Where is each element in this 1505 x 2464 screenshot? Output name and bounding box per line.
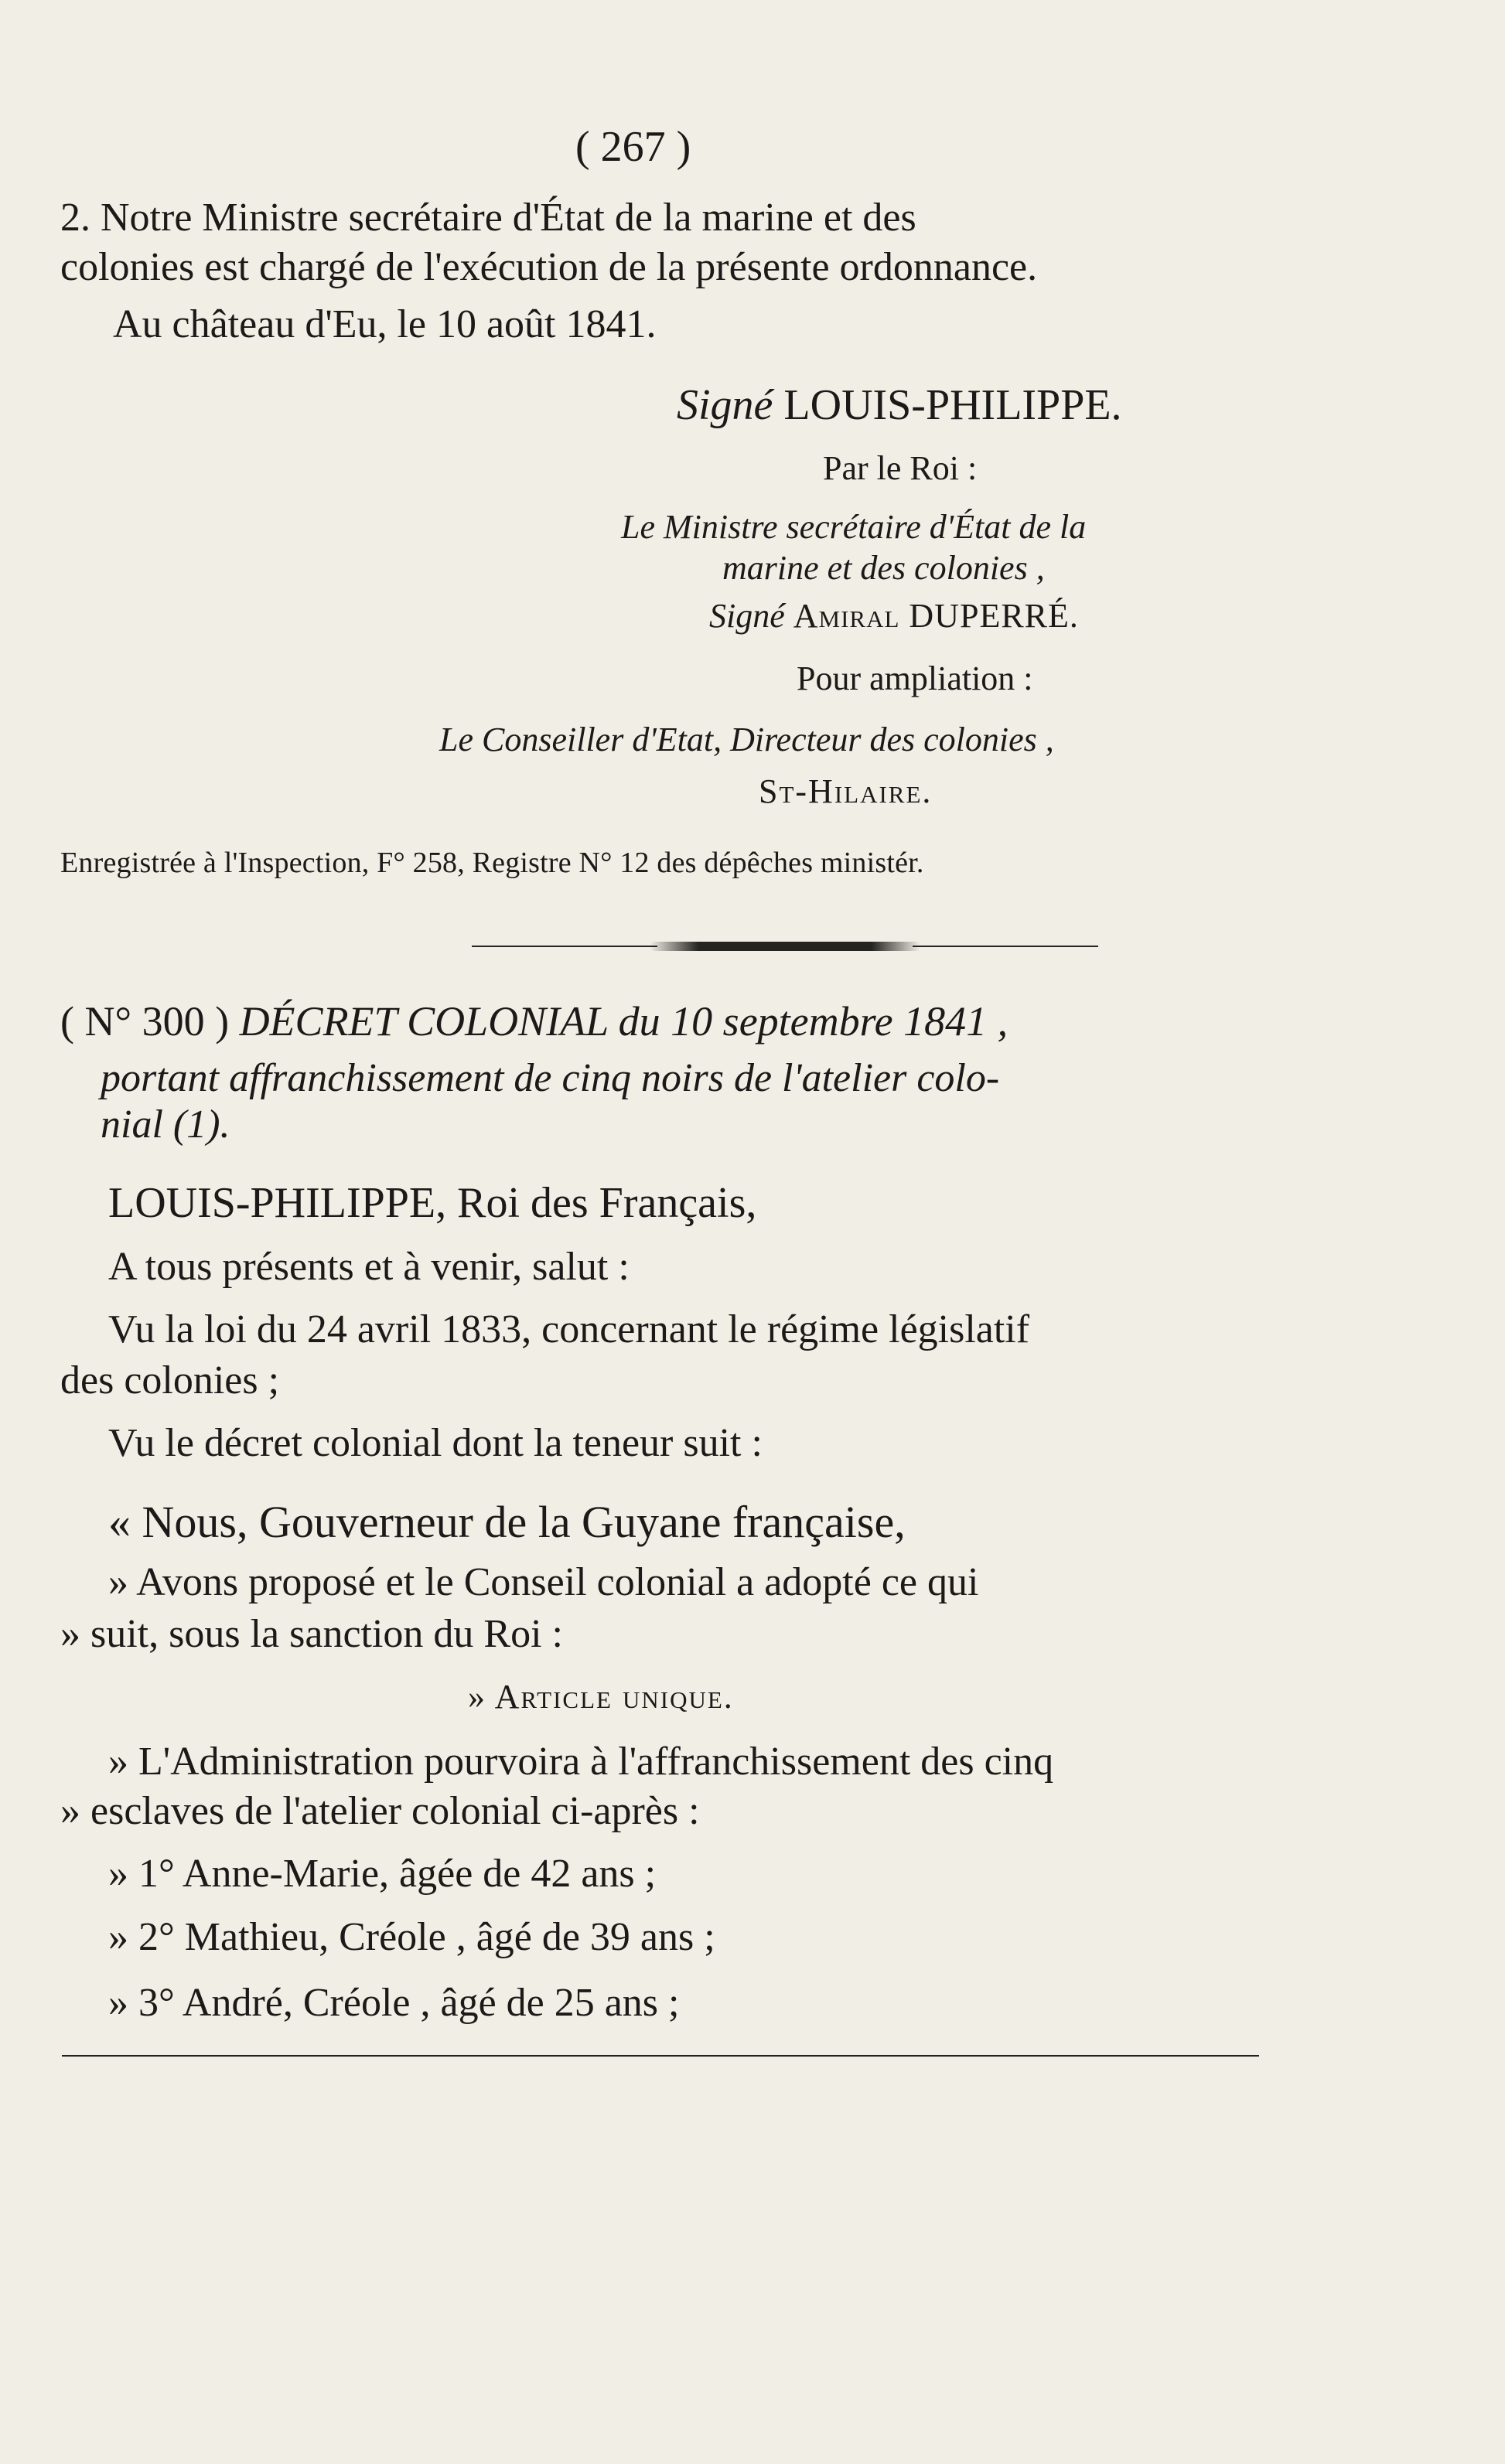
ornament-center-rule (650, 942, 920, 951)
minister-line-1: Le Ministre secrétaire d'État de la (621, 508, 1087, 546)
decree-heading-line-1 (60, 998, 1008, 1045)
signature-prefix: Signé (677, 381, 773, 429)
minister-signature-prefix: Signé (709, 597, 785, 635)
councillor-line: Le Conseiller d'Etat, Directeur des colonies , (439, 721, 1054, 758)
ornament-right-rule (913, 946, 1098, 947)
signature-line-1 (677, 383, 1122, 427)
paragraph-line-1: 2. Notre Ministre secrétaire d'État de la marine et des (60, 196, 916, 240)
paragraph-line-3: Au château d'Eu, le 10 août 1841. (113, 302, 657, 346)
slave-item-3: » 3° André, Créole , âgé de 25 ans ; (108, 1981, 680, 2025)
king-title: LOUIS-PHILIPPE, Roi des Français, (108, 1179, 757, 1227)
salutation: A tous présents et à venir, salut : (108, 1245, 630, 1289)
decree-reference: Vu le décret colonial dont la teneur suit : (108, 1421, 763, 1465)
registration-note: Enregistrée à l'Inspection, F° 258, Registre N° 12 des dépêches ministér. (60, 847, 924, 879)
section-ornament (472, 940, 1098, 953)
signature-name: LOUIS-PHILIPPE. (783, 381, 1122, 429)
law-reference-line-1: Vu la loi du 24 avril 1833, concernant le régime législatif (108, 1307, 1030, 1351)
decree-heading-line-2: portant affranchissement de cinq noirs de l'atelier colo- (101, 1056, 1000, 1100)
administration-line-1: » L'Administration pourvoira à l'affranchissement des cinq (108, 1740, 1054, 1784)
minister-signature (709, 599, 1079, 633)
law-reference-line-2: des colonies ; (60, 1358, 280, 1402)
decree-heading-line-3: nial (1). (101, 1102, 230, 1147)
slave-item-2: » 2° Mathieu, Créole , âgé de 39 ans ; (108, 1915, 715, 1959)
minister-line-2: marine et des colonies , (722, 549, 1045, 587)
footnote-divider (62, 2055, 1259, 2057)
minister-signature-name: Amiral DUPERRÉ. (793, 597, 1079, 635)
slave-item-1: » 1° Anne-Marie, âgée de 42 ans ; (108, 1852, 657, 1896)
ampliation: Pour ampliation : (797, 659, 1033, 697)
by-the-king: Par le Roi : (823, 449, 978, 487)
decree-number: ( N° 300 ) (60, 998, 230, 1045)
administration-line-2: » esclaves de l'atelier colonial ci-après : (60, 1789, 700, 1833)
paragraph-line-2: colonies est chargé de l'exécution de la présente ordonnance. (60, 245, 1038, 289)
proposal-line-1: » Avons proposé et le Conseil colonial a adopté ce qui (108, 1560, 979, 1604)
decree-title: DÉCRET COLONIAL du 10 septembre 1841 , (239, 998, 1008, 1045)
ornament-left-rule (472, 946, 657, 947)
page-number: ( 267 ) (575, 123, 691, 171)
proposal-line-2: » suit, sous la sanction du Roi : (60, 1612, 563, 1656)
saint-hilaire: St-Hilaire. (759, 772, 933, 810)
governor-line: « Nous, Gouverneur de la Guyane française, (108, 1497, 906, 1547)
article-heading: » Article unique. (468, 1678, 734, 1716)
